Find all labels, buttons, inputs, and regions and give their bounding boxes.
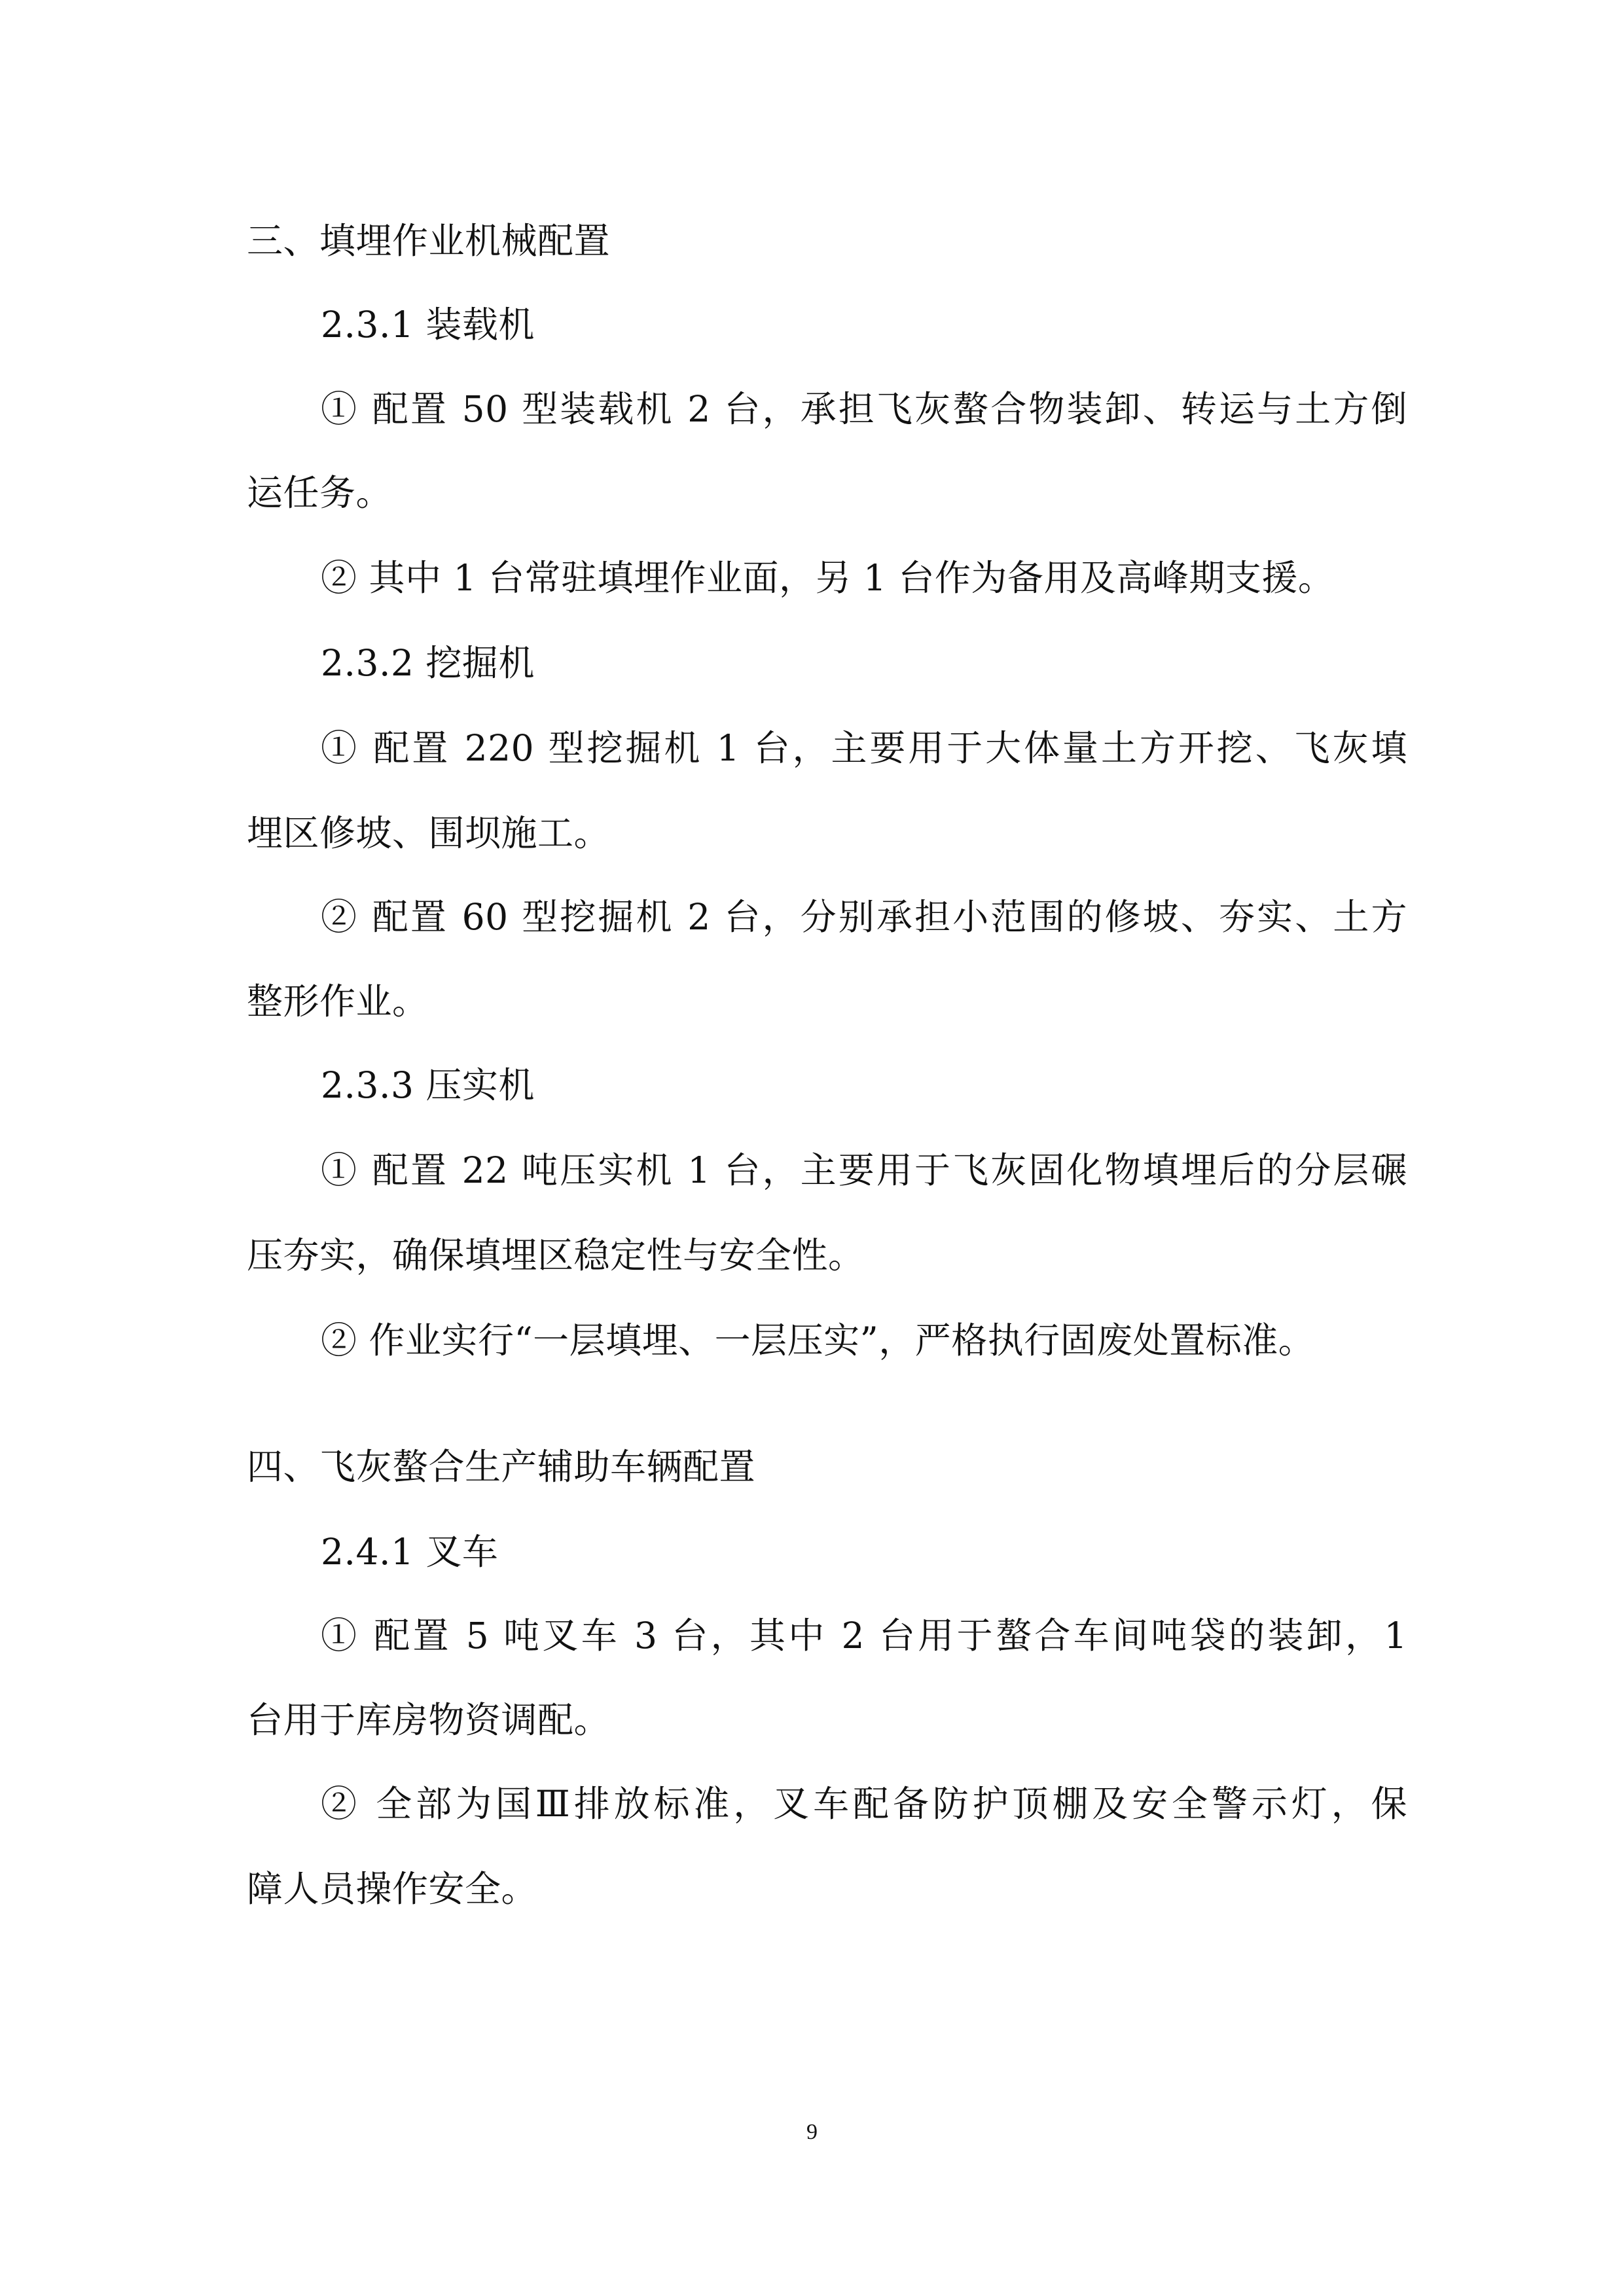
paragraph-line: 障人员操作安全。 — [247, 1868, 538, 1910]
paragraph-line: 整形作业。 — [247, 980, 429, 1022]
section-heading-4: 四、飞灰螯合生产辅助车辆配置 — [247, 1446, 756, 1488]
paragraph-line: ① 配置 50 型装载机 2 台，承担飞灰螯合物装卸、转运与土方倒 — [321, 388, 1407, 430]
subheading-2-3-1: 2.3.1 装载机 — [321, 304, 535, 346]
paragraph-line: ② 作业实行“一层填埋、一层压实”，严格执行固废处置标准。 — [321, 1319, 1315, 1361]
paragraph-line: 运任务。 — [247, 472, 393, 514]
subheading-2-3-3: 2.3.3 压实机 — [321, 1064, 535, 1106]
paragraph-line: ① 配置 220 型挖掘机 1 台，主要用于大体量土方开挖、飞灰填 — [321, 727, 1407, 769]
subheading-2-4-1: 2.4.1 叉车 — [321, 1531, 499, 1573]
paragraph-line: 压夯实，确保填埋区稳定性与安全性。 — [247, 1234, 865, 1276]
paragraph-line: 台用于库房物资调配。 — [247, 1699, 611, 1741]
page-number: 9 — [806, 2120, 818, 2144]
subheading-2-3-2: 2.3.2 挖掘机 — [321, 642, 535, 684]
paragraph-line: ② 其中 1 台常驻填埋作业面，另 1 台作为备用及高峰期支援。 — [321, 557, 1335, 599]
paragraph-line: ② 全部为国Ⅲ排放标准，叉车配备防护顶棚及安全警示灯，保 — [321, 1783, 1407, 1825]
paragraph-line: ① 配置 22 吨压实机 1 台，主要用于飞灰固化物填埋后的分层碾 — [321, 1149, 1407, 1191]
paragraph-line: 埋区修坡、围坝施工。 — [247, 812, 611, 854]
paragraph-line: ② 配置 60 型挖掘机 2 台，分别承担小范围的修坡、夯实、土方 — [321, 896, 1407, 938]
paragraph-line: ① 配置 5 吨叉车 3 台，其中 2 台用于螯合车间吨袋的装卸，1 — [321, 1615, 1407, 1657]
section-heading-3: 三、填埋作业机械配置 — [247, 220, 611, 262]
